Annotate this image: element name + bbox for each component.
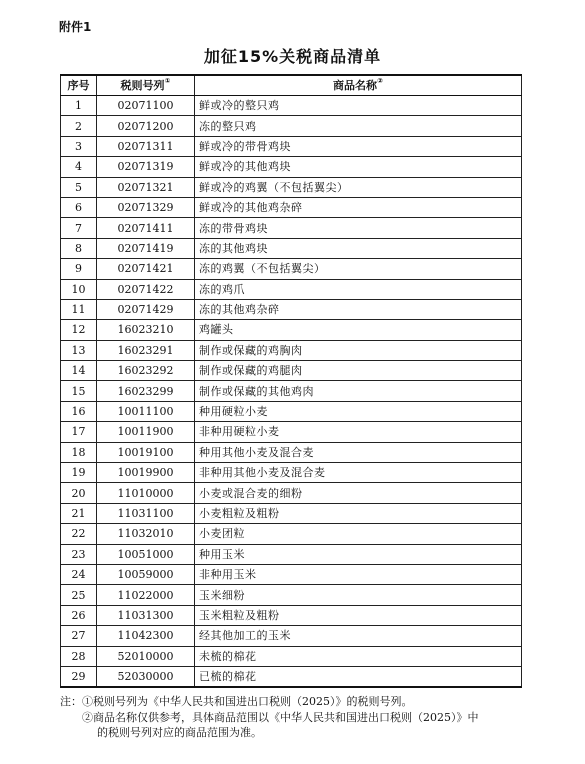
row-index: 21	[61, 503, 97, 523]
table-row	[61, 218, 522, 238]
footnote-line-3: 的税则号列对应的商品范围为准。	[97, 726, 262, 739]
tariff-code: 02071421	[97, 259, 195, 279]
document-title: 加征15%关税商品清单	[203, 47, 382, 66]
table-row	[61, 564, 522, 584]
table-row	[61, 626, 522, 646]
table-row	[61, 605, 522, 625]
table-row	[61, 585, 522, 605]
header-name	[195, 75, 522, 96]
table-row	[61, 116, 522, 136]
footnotes	[60, 694, 530, 741]
product-name: 制作或保藏的其他鸡肉	[195, 381, 522, 401]
table-row	[61, 524, 522, 544]
row-index: 12	[61, 320, 97, 340]
product-name: 种用玉米	[195, 544, 522, 564]
product-name: 鲜或冷的其他鸡块	[195, 157, 522, 177]
tariff-code: 02071429	[97, 299, 195, 319]
product-name: 冻的鸡翼（不包括翼尖）	[195, 259, 522, 279]
row-index: 11	[61, 299, 97, 319]
tariff-code: 16023299	[97, 381, 195, 401]
tariff-code: 10059000	[97, 564, 195, 584]
row-index: 19	[61, 463, 97, 483]
table-row	[61, 197, 522, 217]
tariff-code: 10011100	[97, 401, 195, 421]
tariff-code: 52010000	[97, 646, 195, 666]
row-index: 5	[61, 177, 97, 197]
product-name: 冻的鸡爪	[195, 279, 522, 299]
product-name: 已梳的棉花	[195, 666, 522, 687]
table-row	[61, 361, 522, 381]
footnote-mark-1: ①	[164, 77, 171, 85]
row-index: 25	[61, 585, 97, 605]
tariff-code: 11022000	[97, 585, 195, 605]
product-name: 小麦粗粒及粗粉	[195, 503, 522, 523]
footnote-line-1: 注：①税则号列为《中华人民共和国进出口税则（2025）》的税则号列。	[60, 695, 413, 708]
table-row	[61, 157, 522, 177]
tariff-code: 11010000	[97, 483, 195, 503]
product-name: 鲜或冷的其他鸡杂碎	[195, 197, 522, 217]
tariff-code: 02071319	[97, 157, 195, 177]
product-name: 玉米粗粒及粗粉	[195, 605, 522, 625]
row-index: 26	[61, 605, 97, 625]
table-row	[61, 666, 522, 687]
header-code	[97, 75, 195, 96]
tariff-code: 16023291	[97, 340, 195, 360]
table-row	[61, 646, 522, 666]
table-row	[61, 381, 522, 401]
row-index: 2	[61, 116, 97, 136]
table-row	[61, 279, 522, 299]
row-index: 15	[61, 381, 97, 401]
table-row	[61, 340, 522, 360]
footnote-line-2: ②商品名称仅供参考，具体商品范围以《中华人民共和国进出口税则（2025）》中	[82, 710, 479, 724]
row-index: 9	[61, 259, 97, 279]
attachment-label: 附件1	[59, 20, 92, 34]
product-name: 冻的其他鸡杂碎	[195, 299, 522, 319]
product-name: 冻的整只鸡	[195, 116, 522, 136]
table-row	[61, 401, 522, 421]
table-row	[61, 96, 522, 116]
tariff-code: 02071311	[97, 136, 195, 156]
tariff-code: 16023210	[97, 320, 195, 340]
row-index: 8	[61, 238, 97, 258]
tariff-code: 10051000	[97, 544, 195, 564]
product-name: 种用其他小麦及混合麦	[195, 442, 522, 462]
tariff-code: 10019900	[97, 463, 195, 483]
product-name: 冻的其他鸡块	[195, 238, 522, 258]
row-index: 20	[61, 483, 97, 503]
row-index: 16	[61, 401, 97, 421]
row-index: 7	[61, 218, 97, 238]
product-name: 鸡罐头	[195, 320, 522, 340]
product-name: 非种用玉米	[195, 564, 522, 584]
row-index: 27	[61, 626, 97, 646]
table-row	[61, 238, 522, 258]
tariff-code: 10019100	[97, 442, 195, 462]
product-name: 小麦团粒	[195, 524, 522, 544]
row-index: 29	[61, 666, 97, 687]
tariff-code: 02071329	[97, 197, 195, 217]
product-name: 鲜或冷的鸡翼（不包括翼尖）	[195, 177, 522, 197]
tariff-code: 11031300	[97, 605, 195, 625]
table-row	[61, 483, 522, 503]
tariff-code: 02071321	[97, 177, 195, 197]
row-index: 4	[61, 157, 97, 177]
table-row	[61, 136, 522, 156]
product-name: 非种用其他小麦及混合麦	[195, 463, 522, 483]
row-index: 22	[61, 524, 97, 544]
footnote-mark-2: ②	[377, 77, 383, 85]
row-index: 17	[61, 422, 97, 442]
header-code-label: 税则号列	[120, 79, 165, 92]
row-index: 3	[61, 136, 97, 156]
table-row	[61, 442, 522, 462]
product-name: 未梳的棉花	[195, 646, 522, 666]
header-name-label: 商品名称	[333, 79, 378, 92]
product-name: 种用硬粒小麦	[195, 401, 522, 421]
tariff-code: 10011900	[97, 422, 195, 442]
product-name: 制作或保藏的鸡腿肉	[195, 361, 522, 381]
tariff-list-table	[60, 74, 522, 688]
tariff-code: 02071100	[97, 96, 195, 116]
table-row	[61, 299, 522, 319]
product-name: 小麦或混合麦的细粉	[195, 483, 522, 503]
row-index: 28	[61, 646, 97, 666]
product-name: 鲜或冷的整只鸡	[195, 96, 522, 116]
product-name: 冻的带骨鸡块	[195, 218, 522, 238]
table-row	[61, 259, 522, 279]
tariff-code: 11032010	[97, 524, 195, 544]
tariff-code: 02071422	[97, 279, 195, 299]
table-header-row	[61, 75, 522, 96]
row-index: 18	[61, 442, 97, 462]
table-row	[61, 503, 522, 523]
row-index: 10	[61, 279, 97, 299]
header-index: 序号	[61, 75, 97, 96]
tariff-code: 16023292	[97, 361, 195, 381]
table-row	[61, 177, 522, 197]
table-body	[61, 96, 522, 688]
table-row	[61, 422, 522, 442]
product-name: 经其他加工的玉米	[195, 626, 522, 646]
row-index: 13	[61, 340, 97, 360]
row-index: 6	[61, 197, 97, 217]
table-row	[61, 463, 522, 483]
row-index: 1	[61, 96, 97, 116]
tariff-code: 02071411	[97, 218, 195, 238]
tariff-code: 02071200	[97, 116, 195, 136]
table-row	[61, 544, 522, 564]
tariff-code: 02071419	[97, 238, 195, 258]
product-name: 鲜或冷的带骨鸡块	[195, 136, 522, 156]
row-index: 14	[61, 361, 97, 381]
row-index: 24	[61, 564, 97, 584]
product-name: 玉米细粉	[195, 585, 522, 605]
row-index: 23	[61, 544, 97, 564]
table-row	[61, 320, 522, 340]
tariff-code: 11042300	[97, 626, 195, 646]
product-name: 非种用硬粒小麦	[195, 422, 522, 442]
product-name: 制作或保藏的鸡胸肉	[195, 340, 522, 360]
tariff-code: 11031100	[97, 503, 195, 523]
tariff-code: 52030000	[97, 666, 195, 687]
